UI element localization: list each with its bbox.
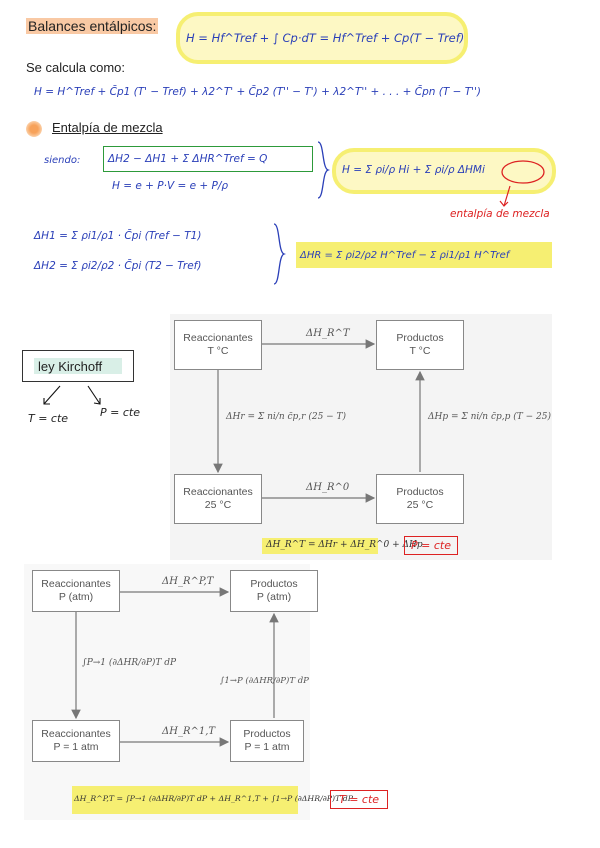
enthalpy-definition-eq: H = e + P·V = e + P/ρ — [112, 180, 229, 192]
arrow-bottom-label: ΔH_R^0 — [306, 482, 350, 493]
mezcla-title: Entalpía de mezcla — [52, 120, 163, 135]
siendo-label: siendo: — [44, 155, 81, 166]
flower-bullet-icon — [26, 121, 42, 137]
products-top-sub-p: P (atm) — [256, 591, 292, 603]
kirchhoff-branch-left: T = cte — [28, 412, 69, 425]
delta-h1-eq: ΔH1 = Σ ρi1/ρ1 · C̄pi (Tref − T1) — [34, 230, 202, 242]
reactants-top-sub: T °C — [207, 345, 229, 357]
products-top-sub: T °C — [409, 345, 431, 357]
arrow-top-label-p: ΔH_R^P,T — [162, 576, 214, 587]
diagram-t-arrows — [170, 314, 552, 560]
products-top-label: Productos — [396, 332, 444, 344]
annotation-entalpia-mezcla: entalpía de mezcla — [450, 208, 550, 220]
products-top-label-p: Productos — [250, 578, 298, 590]
kirchhoff-branch-right: P = cte — [100, 406, 140, 419]
arrow-top-label: ΔH_R^T — [306, 328, 350, 339]
arrow-right-label-p: ∫1→P (∂ΔHR/∂P)T dP — [220, 676, 309, 686]
tag-p-cte: P = cte — [404, 536, 458, 555]
products-bottom-label: Productos — [396, 486, 444, 498]
summary-t: ΔH_R^T = ΔHr + ΔH_R^0 + ΔHp — [266, 540, 423, 550]
arrow-right-label: ΔHp = Σ ni/n c̄p,p (T − 25) — [428, 412, 551, 422]
mix-formula: H = Σ ρi/ρ Hi + Σ ρi/ρ ΔHMi — [342, 164, 485, 176]
diagram-temperature — [170, 314, 552, 560]
calc-label: Se calcula como: — [26, 60, 125, 75]
products-bottom-label-p: Productos — [243, 728, 291, 740]
curly-brace-1 — [316, 140, 330, 200]
tag-t-cte: T = cte — [330, 790, 388, 809]
arrow-bottom-label-p: ΔH_R^1,T — [162, 726, 216, 737]
annotation-arrow — [496, 184, 516, 210]
circle-mark — [500, 158, 546, 186]
reactants-bottom-sub-p: P = 1 atm — [53, 741, 99, 753]
energy-balance-eq: ΔH2 − ΔH1 + Σ ΔHR^Tref = Q — [108, 153, 268, 165]
calc-formula: H = H^Tref + C̄p1 (T' − Tref) + λ2^T' + C̄p2 (T'' − T') + λ2^T'' + . . . + C̄pn (T − T'') — [34, 86, 482, 98]
reactants-top-sub-p: P (atm) — [58, 591, 94, 603]
summary-p: ΔH_R^P,T = ∫P→1 (∂ΔHR/∂P)T dP + ΔH_R^1,T + ∫1→P (∂ΔHR/∂P)T dP — [74, 794, 353, 803]
reactants-bottom-label-p: Reaccionantes — [41, 728, 111, 740]
products-bottom-sub-p: P = 1 atm — [244, 741, 290, 753]
reactants-bottom-label: Reaccionantes — [183, 486, 253, 498]
balances-title: Balances entálpicos: — [28, 18, 157, 34]
diagram-p-arrows — [24, 564, 310, 820]
arrow-left-label: ΔHr = Σ ni/n c̄p,r (25 − T) — [226, 412, 347, 422]
delta-h2-eq: ΔH2 = Σ ρi2/ρ2 · C̄pi (T2 − Tref) — [34, 260, 202, 272]
arrow-left-label-p: ∫P→1 (∂ΔHR/∂P)T dP — [82, 658, 177, 668]
reactants-top-label-p: Reaccionantes — [41, 578, 111, 590]
delta-hr-eq: ΔHR = Σ ρi2/ρ2 H^Tref − Σ ρi1/ρ1 H^Tref — [300, 250, 510, 261]
kirchhoff-label: ley Kirchoff — [38, 359, 103, 374]
products-bottom-sub: 25 °C — [406, 499, 434, 511]
enthalpy-formula: H = Hf^Tref + ∫ Cp·dT = Hf^Tref + Cp(T − Tref) — [186, 31, 465, 45]
reactants-top-label: Reaccionantes — [183, 332, 253, 344]
section-title-balances — [26, 18, 158, 34]
curly-brace-2 — [272, 222, 286, 286]
reactants-bottom-sub: 25 °C — [204, 499, 232, 511]
diagram-pressure — [24, 564, 353, 820]
